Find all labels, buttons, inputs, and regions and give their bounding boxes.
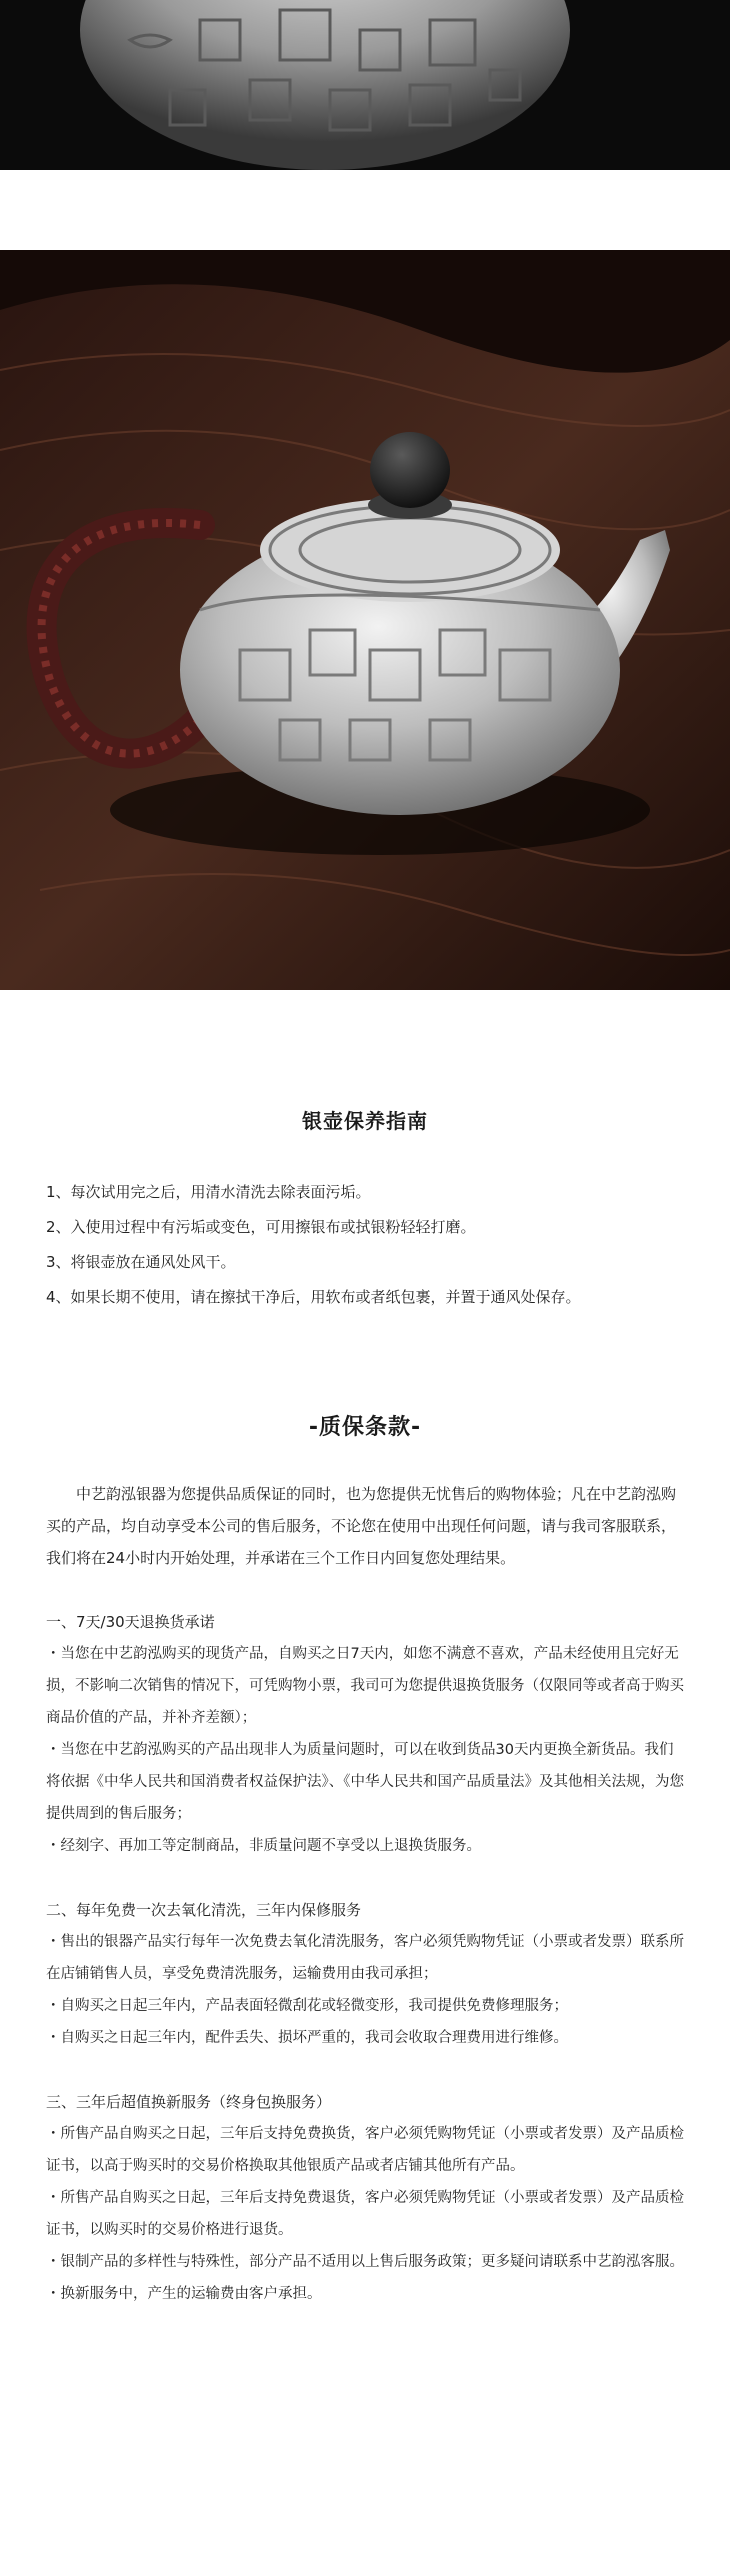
- section-item: ・售出的银器产品实行每年一次免费去氧化清洗服务，客户必须凭购物凭证（小票或者发票）联系所在店铺销售人员，享受免费清洗服务，运输费用由我司承担；: [46, 1934, 684, 1982]
- section-item: ・当您在中艺韵泓购买的产品出现非人为质量问题时，可以在收到货品30天内更换全新货品。我们将依据《中华人民共和国消费者权益保护法》、《中华人民共和国产品质量法》及其他相关法规，为您提供周到的售后服务；: [46, 1742, 684, 1822]
- teapot-photo-top: [0, 0, 730, 170]
- section-item: ・银制产品的多样性与特殊性，部分产品不适用以上售后服务政策；更多疑问请联系中艺韵泓客服。: [46, 2254, 684, 2270]
- care-guide-item: 4、如果长期不使用，请在擦拭干净后，用软布或者纸包裹，并置于通风处保存。: [46, 1288, 581, 1306]
- care-guide-item: 1、每次试用完之后，用清水清洗去除表面污垢。: [46, 1183, 371, 1201]
- care-guide-list: [46, 1175, 696, 1315]
- warranty-title: -质保条款-: [308, 1415, 422, 1440]
- care-guide-item: 2、入使用过程中有污垢或变色，可用擦银布或拭银粉轻轻打磨。: [46, 1218, 476, 1236]
- section-item: ・换新服务中，产生的运输费由客户承担。: [46, 2286, 322, 2302]
- warranty-intro: 中艺韵泓银器为您提供品质保证的同时，也为您提供无忧售后的购物体验；凡在中艺韵泓购买的产品，均自动享受本公司的售后服务，不论您在使用中出现任何问题，请与我司客服联系，我们将在24小时内开始处理，并承诺在三个工作日内回复您处理结果。: [46, 1485, 677, 1567]
- warranty-section-exchange: [46, 2086, 686, 2310]
- section-item: ・经刻字、再加工等定制商品，非质量问题不享受以上退换货服务。: [46, 1838, 481, 1854]
- section-item: ・当您在中艺韵泓购买的现货产品，自购买之日7天内，如您不满意不喜欢，产品未经使用且完好无损，不影响二次销售的情况下，可凭购物小票，我司可为您提供退换货服务（仅限同等或者高于购买商品价值的产品，并补齐差额）；: [46, 1646, 684, 1726]
- section-item: ・所售产品自购买之日起，三年后支持免费换货，客户必须凭购物凭证（小票或者发票）及产品质检证书，以高于购买时的交易价格换取其他银质产品或者店铺其他所有产品。: [46, 2126, 684, 2174]
- section-item: ・自购买之日起三年内，产品表面轻微刮花或轻微变形，我司提供免费修理服务；: [46, 1998, 568, 2014]
- teapot-photo-main: [0, 250, 730, 990]
- section-heading: 一、7天/30天退换货承诺: [46, 1613, 215, 1631]
- care-guide-item: 3、将银壶放在通风处风干。: [46, 1253, 236, 1271]
- section-heading: 二、每年免费一次去氧化清洗，三年内保修服务: [46, 1901, 362, 1919]
- section-item: ・自购买之日起三年内，配件丢失、损坏严重的，我司会收取合理费用进行维修。: [46, 2030, 568, 2046]
- care-guide-title: 银壶保养指南: [302, 1109, 428, 1133]
- warranty-section-returns: [46, 1606, 686, 1862]
- section-item: ・所售产品自购买之日起，三年后支持免费退货，客户必须凭购物凭证（小票或者发票）及产品质检证书，以购买时的交易价格进行退货。: [46, 2190, 684, 2238]
- warranty-section-cleaning: [46, 1894, 686, 2054]
- photo-gap: [0, 170, 730, 250]
- section-heading: 三、三年后超值换新服务（终身包换服务）: [46, 2093, 332, 2111]
- warranty-body: [46, 1478, 686, 2310]
